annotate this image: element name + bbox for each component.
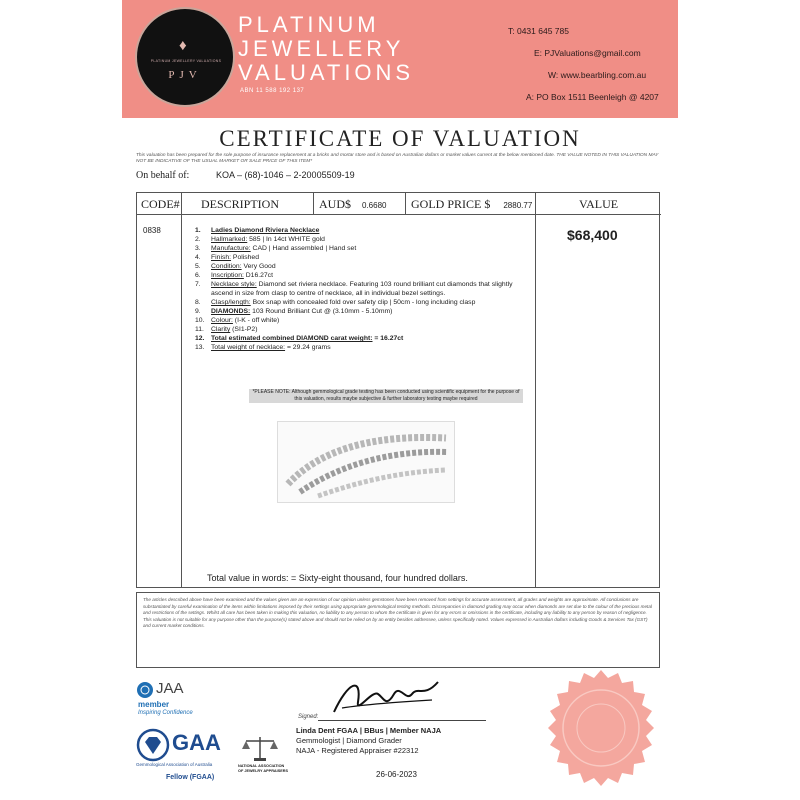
divider bbox=[181, 193, 182, 587]
item-label: Condition: bbox=[211, 263, 242, 270]
valuation-date: 26-06-2023 bbox=[376, 770, 417, 779]
aud-value: 0.6680 bbox=[362, 201, 387, 210]
company-seal bbox=[538, 668, 664, 799]
gold-value: 2880.77 bbox=[503, 201, 533, 210]
item-label: Clarity bbox=[211, 326, 231, 333]
behalf-value: KOA – (68)-1046 – 2-20005509-19 bbox=[216, 170, 355, 180]
certificate-sheet bbox=[122, 0, 678, 800]
jaa-tagline: Inspiring Confidence bbox=[138, 710, 193, 716]
seal-icon bbox=[538, 668, 664, 794]
item-number: 4. bbox=[195, 254, 201, 261]
item-text: (I-K - off white) bbox=[232, 317, 280, 324]
item-text: Box snap with concealed fold over safety clip | 50cm - long including clasp bbox=[250, 299, 476, 306]
list-item bbox=[195, 334, 535, 343]
item-number: 3. bbox=[195, 245, 201, 252]
item-label: Finish: bbox=[211, 254, 232, 261]
item-label: Colour: bbox=[211, 317, 233, 324]
item-text: = 16.27ct bbox=[372, 335, 404, 342]
item-label: Manufacture: bbox=[211, 245, 251, 252]
behalf-label: On behalf of: bbox=[136, 170, 190, 181]
item-text: (SI1-P2) bbox=[230, 326, 258, 333]
naja-logo bbox=[238, 734, 289, 773]
item-number: 5. bbox=[195, 263, 201, 270]
signature-line bbox=[318, 720, 486, 721]
item-label: Inscription: bbox=[211, 272, 244, 279]
list-item bbox=[195, 307, 535, 316]
brand-line-1: PLATINUM bbox=[238, 12, 380, 37]
divider bbox=[405, 193, 406, 215]
gaa-subtitle: Gemmological Association of Australia bbox=[136, 762, 213, 767]
naja-subtitle: NATIONAL ASSOCIATION OF JEWELRY APPRAISERS bbox=[238, 764, 289, 773]
gold-label: GOLD PRICE $ bbox=[411, 197, 491, 211]
list-item bbox=[195, 226, 535, 235]
jaa-text: JAA bbox=[156, 680, 184, 697]
brand-line-2: JEWELLERY bbox=[238, 36, 405, 61]
signer-block bbox=[296, 726, 441, 756]
signer-title: Gemmologist | Diamond Grader bbox=[296, 736, 402, 745]
necklace-image bbox=[278, 422, 454, 502]
list-item bbox=[195, 244, 535, 253]
pjv-logo bbox=[135, 7, 235, 107]
item-text: 585 | In 14ct WHITE gold bbox=[247, 236, 325, 243]
item-label: Clasp/length: bbox=[211, 299, 251, 306]
testing-note: *PLEASE NOTE: Although gemmological grade testing has been conducted using scientific equipment for the purpose of this valuation, results maybe subjective & further laboratory testing maybe required bbox=[249, 389, 523, 403]
contact-email: E: PJValuations@gmail.com bbox=[534, 48, 641, 58]
item-label: Total estimated combined DIAMOND carat weight: bbox=[211, 335, 373, 342]
list-item bbox=[195, 343, 535, 352]
col-description-header: DESCRIPTION bbox=[201, 197, 280, 211]
item-text: = 29.24 grams bbox=[285, 344, 331, 351]
gaa-logo bbox=[136, 728, 221, 781]
item-label: DIAMONDS: bbox=[211, 308, 251, 315]
signed-label: Signed: bbox=[298, 714, 319, 720]
diamond-icon: ♦ bbox=[179, 37, 187, 54]
item-text: Polished bbox=[231, 254, 259, 261]
item-number: 7. bbox=[195, 281, 201, 288]
contact-phone: T: 0431 645 785 bbox=[508, 26, 569, 36]
contact-address: A: PO Box 1511 Beenleigh @ 4207 bbox=[526, 92, 659, 102]
gaa-text: GAA bbox=[172, 730, 221, 755]
item-text: 103 Round Brilliant Cut @ (3.10mm - 5.10mm) bbox=[250, 308, 393, 315]
list-item bbox=[195, 298, 535, 307]
item-code: 0838 bbox=[143, 226, 161, 235]
item-number: 6. bbox=[195, 272, 201, 279]
gaa-fellow: Fellow (FGAA) bbox=[166, 774, 215, 781]
list-item bbox=[195, 262, 535, 271]
item-number: 13. bbox=[195, 344, 205, 351]
item-number: 9. bbox=[195, 308, 201, 315]
item-label: Total weight of necklace: bbox=[211, 344, 286, 351]
behalf-row bbox=[136, 170, 355, 181]
item-number: 10. bbox=[195, 317, 205, 324]
col-value-header: VALUE bbox=[579, 197, 619, 211]
item-text: Diamond set riviera necklace. Featuring 103 round brilliant cut diamonds that slightly ascend in size from clasp to centre of necklace, all in individual bezel settings. bbox=[211, 281, 513, 297]
item-text: CAD | Hand assembled | Hand set bbox=[250, 245, 357, 252]
value-in-words: Total value in words: = Sixty-eight thousand, four hundred dollars. bbox=[207, 573, 468, 583]
divider bbox=[535, 193, 536, 587]
jaa-member-logo bbox=[136, 680, 216, 725]
header-band bbox=[122, 0, 678, 118]
col-aud-header bbox=[319, 193, 386, 215]
scales-icon bbox=[240, 734, 280, 762]
terms-text: The articles described above have been examined and the values given are an expression of our opinion unless gemstones have been removed from settings for accurate assessment, all grades and weights are approximate. All conclusions are substantiated by careful examination of the items within limitations imposed by their settings using appropriate gemmological testing methods. Discrepancies in diamond grading may occur when diamonds are set due to the colour of the precious metal and restrictions of the settings. Whilst all care has been taken in making this valuation, no liability to any person to whom the certificate is given for any errors or omissions in the certificate, including any liability to any person by reason of negligence. This valuation is not suitable for any purpose other than the purpose(s) stated above and should not be relied on by an entity besides addressee, unless specifically noted. Values expressed in Australian dollars including Goods & Services Tax (GST) and current market conditions. bbox=[136, 592, 660, 668]
item-number: 1. bbox=[195, 227, 201, 234]
logo-initials: PJV bbox=[168, 69, 202, 81]
disclaimer-text: This valuation has been prepared for the sole purpose of insurance replacement at a bricks and mortar store and is based on Australian dollars or market values current at the below mentioned date. THE VALUE NOTED IN THIS VALUATION MAY NOT BE INDICATIVE OF THE USUAL MARKET OR SALE PRICE OF THIS ITEM* bbox=[136, 153, 659, 164]
item-number: 8. bbox=[195, 299, 201, 306]
item-text: Very Good bbox=[241, 263, 276, 270]
certificate-title: CERTIFICATE OF VALUATION bbox=[219, 126, 581, 151]
item-label: Hallmarked: bbox=[211, 236, 248, 243]
logo-small-text: PLATINUM JEWELLERY VALUATIONS bbox=[150, 59, 222, 63]
list-item bbox=[195, 325, 535, 334]
valuation-table bbox=[136, 192, 660, 588]
item-value: $68,400 bbox=[567, 227, 618, 243]
brand-line-3: VALUATIONS bbox=[238, 60, 415, 85]
item-label: Ladies Diamond Riviera Necklace bbox=[211, 227, 320, 234]
signature-image bbox=[328, 672, 444, 720]
list-item bbox=[195, 316, 535, 325]
list-item bbox=[195, 271, 535, 280]
item-number: 12. bbox=[195, 335, 205, 342]
divider bbox=[313, 193, 314, 215]
abn-number: ABN 11 588 192 137 bbox=[240, 88, 305, 94]
item-label: Necklace style: bbox=[211, 281, 257, 288]
item-list bbox=[195, 226, 535, 352]
jaa-member-text: member bbox=[138, 700, 170, 709]
necklace-photo bbox=[277, 421, 455, 503]
list-item bbox=[195, 280, 535, 298]
list-item bbox=[195, 253, 535, 262]
signer-registration: NAJA - Registered Appraiser #22312 bbox=[296, 746, 419, 755]
contact-web: W: www.bearbling.com.au bbox=[548, 70, 647, 80]
item-number: 11. bbox=[195, 326, 204, 333]
gaa-gem-icon bbox=[136, 728, 170, 762]
list-item bbox=[195, 235, 535, 244]
item-text: D16.27ct bbox=[243, 272, 273, 279]
aud-label: AUD$ bbox=[319, 197, 351, 211]
item-number: 2. bbox=[195, 236, 201, 243]
col-gold-header bbox=[411, 193, 532, 215]
col-code-header: CODE# bbox=[141, 197, 180, 211]
signer-name: Linda Dent FGAA | BBus | Member NAJA bbox=[296, 726, 442, 735]
